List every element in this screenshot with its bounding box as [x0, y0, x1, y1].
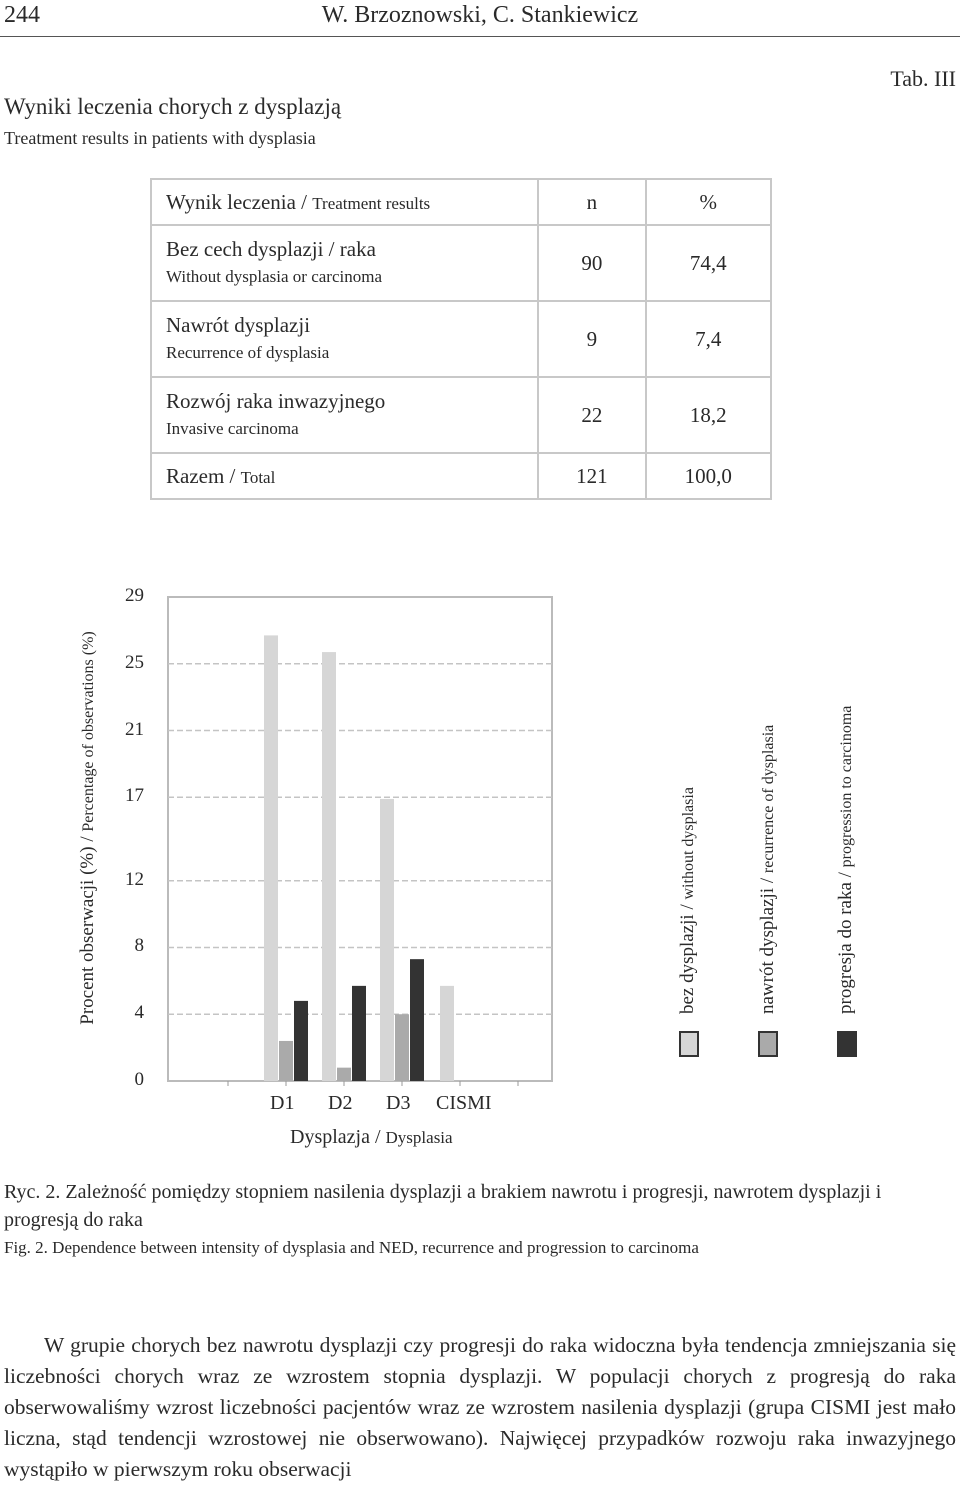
- row-label-pl: Rozwój raka inwazyjnego: [166, 389, 386, 413]
- bar: [294, 1001, 308, 1081]
- y-tick-label: 29: [125, 585, 144, 606]
- table-title-pl: Wyniki leczenia chorych z dysplazją: [4, 94, 342, 119]
- figure-caption-en: Fig. 2. Dependence between intensity of dysplasia and NED, recurrence and progression to carcinoma: [4, 1238, 699, 1257]
- x-tick-label: CISMI: [436, 1092, 492, 1114]
- x-tick-label: D1: [270, 1092, 295, 1114]
- bar: [279, 1041, 293, 1081]
- y-tick-label: 25: [125, 651, 144, 673]
- table-title-en: Treatment results in patients with dysplasia: [4, 128, 316, 148]
- row-n: 90: [538, 225, 645, 301]
- y-tick-label: 8: [134, 935, 144, 957]
- row-label-pl: Nawrót dysplazji: [166, 313, 311, 337]
- header-percent: %: [646, 179, 771, 225]
- total-label: Razem / Total: [151, 453, 538, 499]
- row-label-pl: Bez cech dysplazji / raka: [166, 237, 376, 261]
- table-label: Tab. III: [890, 66, 956, 91]
- bar: [410, 959, 424, 1081]
- bar: [380, 799, 394, 1081]
- page-number: 244: [4, 2, 40, 28]
- figure-caption-pl: Ryc. 2. Zależność pomiędzy stopniem nasilenia dysplazji a brakiem nawrotu i progresji, nawrotem dysplazji i progresją do raka: [4, 1181, 882, 1231]
- y-tick-label: 17: [125, 785, 144, 807]
- y-tick-label: 12: [125, 868, 144, 890]
- bar: [395, 1014, 409, 1081]
- bar: [264, 635, 278, 1081]
- row-percent: 74,4: [646, 225, 771, 301]
- bar: [352, 986, 366, 1081]
- bar: [337, 1068, 351, 1081]
- row-n: 9: [538, 301, 645, 377]
- legend-label-recurrence: nawrót dysplazji / recurrence of dysplasia: [757, 724, 778, 1014]
- legend-swatch-progression: [837, 1031, 857, 1057]
- row-label-en: Recurrence of dysplasia: [166, 343, 330, 362]
- x-tick-label: D2: [328, 1092, 353, 1114]
- row-n: 22: [538, 377, 645, 453]
- y-axis-title: Procent obserwacji (%) / Percentage of observations (%): [77, 631, 98, 1025]
- y-tick-label: 0: [134, 1069, 144, 1090]
- x-tick-label: D3: [386, 1092, 411, 1114]
- row-label-en: Invasive carcinoma: [166, 419, 299, 438]
- legend-label-progression: progresja do raka / progression to carcinoma: [835, 705, 856, 1014]
- row-percent: 18,2: [646, 377, 771, 453]
- y-tick-label: 21: [125, 718, 144, 740]
- x-axis-title: Dysplazja / Dysplasia: [290, 1126, 453, 1148]
- total-n: 121: [538, 453, 645, 499]
- row-label-en: Without dysplasia or carcinoma: [166, 267, 383, 286]
- legend-label-without-dysplasia: bez dysplazji / without dysplasia: [677, 787, 698, 1014]
- legend-swatch-without-dysplasia: [679, 1031, 699, 1057]
- total-percent: 100,0: [646, 453, 771, 499]
- bar: [322, 652, 336, 1081]
- running-head: W. Brzoznowski, C. Stankiewicz: [321, 2, 639, 28]
- y-tick-label: 4: [134, 1002, 144, 1024]
- legend-swatch-recurrence: [758, 1031, 778, 1057]
- row-percent: 7,4: [646, 301, 771, 377]
- body-paragraph: W grupie chorych bez nawrotu dysplazji czy progresji do raka widoczna była tendencja zmniejszania się liczebności chorych wraz ze wzrostem stopnia dysplazji. W populacji chorych z progresją do raka obserwowaliśmy wzrost liczebności pacjentów wraz ze wzrostem nasilenia dysplazji (grupa CISMI jest mało liczna, stąd tendencji wzrostowej nie obserwowano). Najwięcej przypadków rozwoju raka inwazyjnego wystąpiło w pierwszym roku obserwacji: [4, 1333, 956, 1481]
- bar: [440, 986, 454, 1081]
- header-treatment-results: Wynik leczenia / Treatment results: [151, 179, 538, 225]
- header-n: n: [538, 179, 645, 225]
